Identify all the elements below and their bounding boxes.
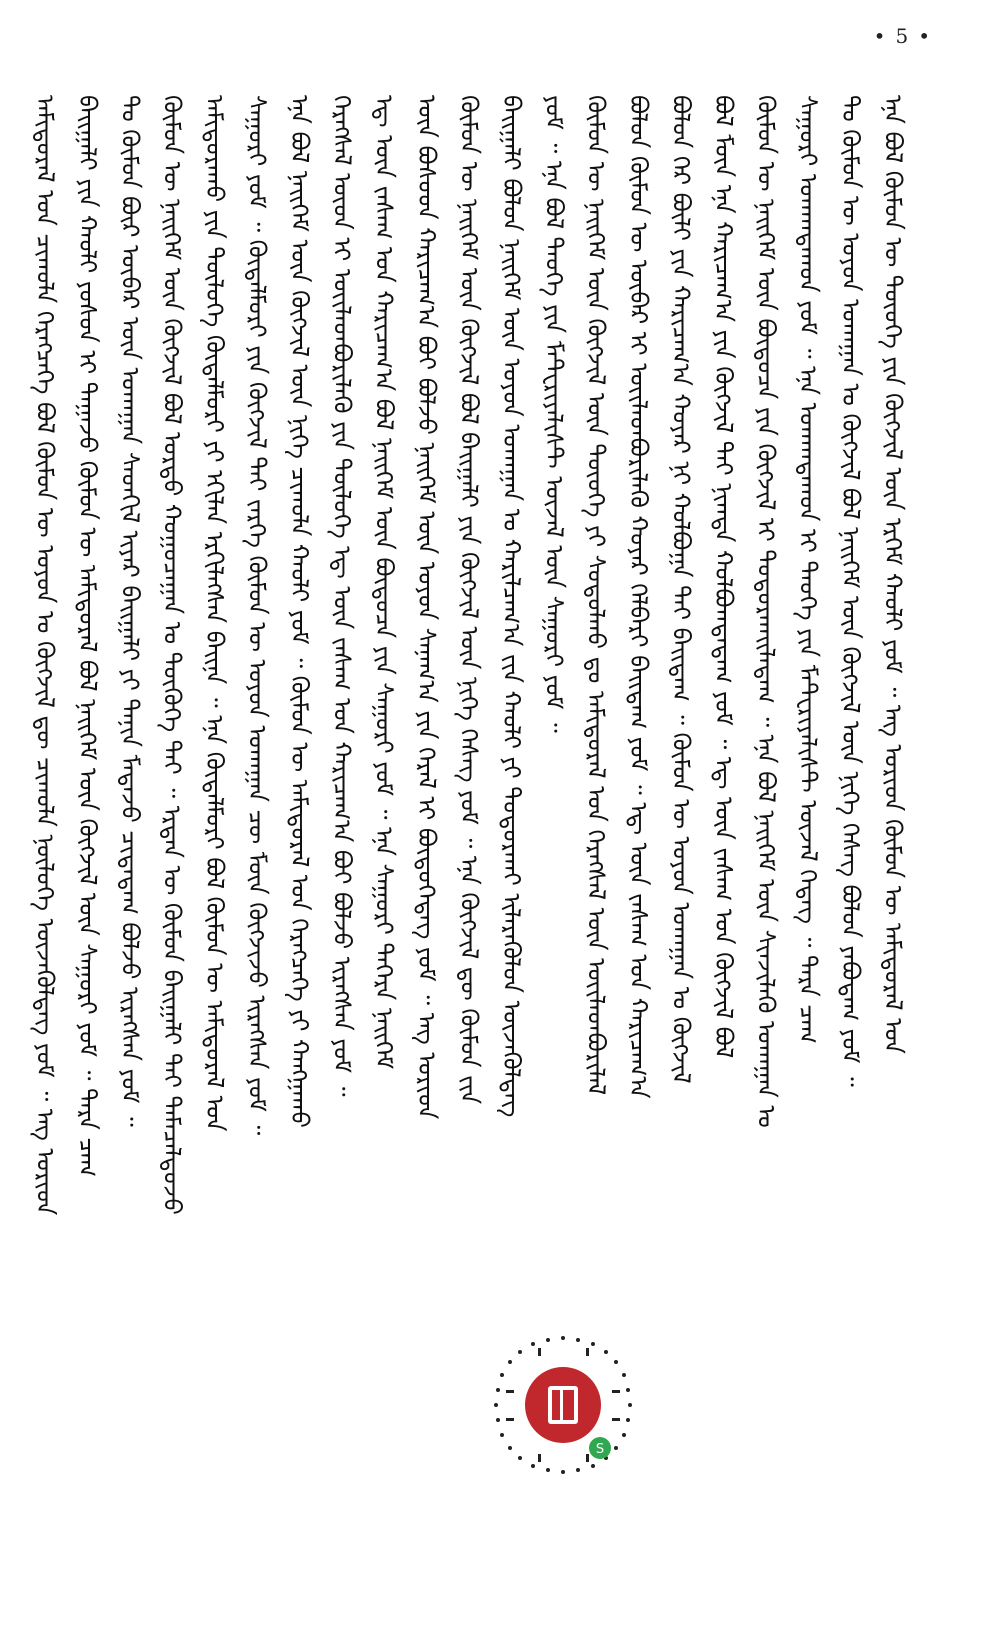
mini-program-qr-code[interactable] bbox=[478, 1330, 648, 1480]
text-column: ᠬᠦᠮᠦᠨ ᠦ ᠨᠡᠢᠭᠡᠮ ᠦᠨ ᠬᠥᠭᠵᠢᠯ ᠦᠨ ᠲᠦᠦᠬᠡ ᠶᠢ ᠰᠤᠳᠤᠯᠬᠤ ᠳᠤ ᠠᠮᠢᠳᠤᠷᠠᠯ ᠤᠨ ᠬᠡᠷᠡᠭᠰᠡᠯ ᠦᠨ ᠦᠢᠯᠡᠳᠪᠦᠷᠢᠯᠡᠯ bbox=[582, 95, 611, 1096]
svg-text:S: S bbox=[595, 1442, 605, 1457]
text-column: ᠬᠡᠷᠡᠭᠰᠡᠯ ᠦᠳ ᠢ ᠦᠢᠯᠡᠳᠪᠦᠷᠢᠯᠡᠬᠦ ᠶᠢᠨ ᠲᠥᠯᠥᠭᠡ ᠡᠳ᠋ ᠦᠨ ᠵᠠᠰᠠᠭ ᠤᠨ ᠬᠠᠷᠢᠴᠠᠭ᠎ᠠ ᠪᠣᠢ ᠪᠣᠯᠵᠤ ᠢᠷᠡᠭᠰᠡᠨ ᠶᠤᠮ ᠃ bbox=[327, 95, 356, 1097]
text-column: ᠰᠠᠭᠤᠷᠢ ᠤᠬᠠᠭᠳᠠᠬᠤᠨ ᠶᠤᠮ ᠃ ᠡᠨᠡ ᠤᠬᠠᠭᠳᠠᠬᠤᠨ ᠢ ᠲᠡᠦᠬᠡ ᠶᠢᠨ ᠮᠠᠲ᠋ᠧᠷᠢᠶᠠᠯᠢᠰᠲ ᠦᠵᠡᠯ ᠭᠡᠳᠡᠭ ᠃ ᠲᠡᠷᠡ ᠴᠠᠭ bbox=[794, 95, 823, 1044]
text-column: ᠪᠠᠢᠭᠠᠯᠢ ᠪᠣᠯᠤᠨ ᠨᠡᠢᠭᠡᠮ ᠦᠨ ᠣᠶᠤᠨ ᠤᠬᠠᠭᠠᠨ ᠤ ᠬᠠᠷᠢᠯᠴᠠᠭ᠎ᠠ ᠵᠢᠨ ᠬᠠᠤᠯᠢ ᠶᠢ ᠲᠣᠳᠤᠷᠬᠠᠢ ᠢᠯᠡᠷᠡᠬᠦᠯᠦᠨ ᠦᠵᠡᠭᠦᠯᠳᠡᠭ bbox=[497, 95, 526, 1118]
text-column: ᠡᠨᠡ ᠪᠣᠯ ᠬᠦᠮᠦᠨ ᠦ ᠲᠦᠦᠬᠡ ᠶᠢᠨ ᠬᠥᠭᠵᠢᠯ ᠦᠨ ᠡᠷᠬᠡᠮ ᠬᠠᠤᠯᠢ ᠶᠤᠮ ᠃ ᠡᠩ ᠤᠷᠢᠳ ᠬᠦᠮᠦᠨ ᠦ ᠠᠮᠢᠳᠤᠷᠠᠯ ᠤᠨ bbox=[879, 95, 907, 1054]
text-column: ᠬᠦᠮᠦᠨ ᠦ ᠨᠡᠢᠭᠡᠮ ᠦᠨ ᠪᠦᠲᠦᠴᠡ ᠶᠢᠨ ᠬᠥᠭᠵᠢᠯ ᠢ ᠲᠣᠳᠤᠷᠬᠠᠢᠯᠠᠳᠠᠭ ᠃ ᠡᠨᠡ ᠪᠣᠯ ᠨᠡᠢᠭᠡᠮ ᠦᠨ ᠰᠢᠨᠵᠢᠯᠡᠬᠦ ᠤᠬᠠᠭᠠᠨ ᠤ bbox=[751, 95, 780, 1128]
page-number-value: 5 bbox=[895, 24, 911, 48]
page-number-dot-left: • bbox=[873, 24, 888, 48]
text-column: ᠲᠤ ᠬᠦᠮᠦᠨ ᠪᠦᠷ ᠥᠪᠡᠷ ᠦᠨ ᠤᠬᠠᠭᠠᠨ ᠰᠡᠳᠬᠢᠯ ᠢᠶᠡᠷ ᠪᠠᠢᠭᠠᠯᠢ ᠶᠢ ᠲᠠᠨᠢᠨ ᠮᠡᠳᠡᠵᠦ ᠴᠢᠳᠠᠳᠠᠭ ᠪᠣᠯᠵᠤ ᠢᠷᠡᠭᠰᠡᠨ ᠶᠤᠮ ᠃ bbox=[115, 95, 144, 1127]
text-column: ᠪᠣᠯᠤᠨ ᠬᠦᠮᠦᠨ ᠦ ᠥᠪᠡᠷ ᠢ ᠦᠢᠯᠡᠳᠪᠦᠷᠢᠯᠡᠬᠦ ᠬᠣᠶᠠᠷ ᠬᠡᠯᠪᠡᠷᠢ ᠪᠠᠢᠳᠠᠭ ᠶᠤᠮ ᠃ ᠡᠳ᠋ ᠦᠨ ᠵᠠᠰᠠᠭ ᠤᠨ ᠬᠠᠷᠢᠴᠠᠭ᠎ᠠ bbox=[624, 95, 653, 1099]
text-column: ᠠᠮᠢᠳᠤᠷᠠᠯ ᠤᠨ ᠴᠢᠬᠤᠯᠠ ᠬᠡᠷᠡᠭᠴᠡᠭᠡ ᠪᠣᠯ ᠬᠦᠮᠦᠨ ᠦ ᠣᠶᠤᠨ ᠤ ᠬᠥᠭᠵᠢᠯ ᠳᠦ ᠴᠢᠬᠤᠯᠠ ᠨᠥᠯᠥᠭᠡ ᠦᠵᠡᠭᠦᠯᠳᠡᠭ ᠶᠤᠮ ᠃ ᠡᠩ ᠤᠷᠢᠳ bbox=[31, 95, 59, 1216]
text-column: ᠬᠦᠮᠦᠨ ᠦ ᠨᠡᠢᠭᠡᠮ ᠦᠨ ᠬᠥᠭᠵᠢᠯ ᠪᠣᠯ ᠪᠠᠢᠭᠠᠯᠢ ᠶᠢᠨ ᠬᠥᠭᠵᠢᠯ ᠦᠨ ᠨᠢᠭᠡ ᠬᠡᠰᠡᠭ ᠶᠤᠮ ᠃ ᠡᠨᠡ ᠬᠥᠭᠵᠢᠯ ᠳᠦ ᠬᠦᠮᠦᠨ ᠵᠢᠨ bbox=[455, 95, 483, 1105]
page-number-dot-right: • bbox=[918, 24, 932, 48]
text-column: ᠶᠤᠮ ᠃ ᠡᠨᠡ ᠪᠣᠯ ᠲᠡᠦᠬᠡ ᠶᠢᠨ ᠮᠠᠲ᠋ᠧᠷᠢᠶᠠᠯᠢᠰᠲ ᠦᠵᠡᠯ ᠦᠨ ᠰᠠᠭᠤᠷᠢ ᠶᠤᠮ ᠃ bbox=[539, 95, 568, 733]
page-number bbox=[866, 24, 940, 48]
text-column: ᠦᠨ ᠪᠤᠰᠤᠳ ᠬᠠᠷᠢᠴᠠᠭ᠎ᠠ ᠪᠣᠢ ᠪᠣᠯᠵᠤ ᠨᠡᠢᠭᠡᠮ ᠦᠨ ᠣᠶᠤᠨ ᠰᠠᠨᠠᠭ᠎ᠠ ᠶᠢᠨ ᠭᠡᠷᠡᠯ ᠢ ᠪᠦᠲᠦᠭᠡᠳᠡᠭ ᠶᠤᠮ ᠃ ᠡᠩ ᠤᠷᠢᠳ bbox=[412, 95, 441, 1120]
text-column: ᠰᠠᠭᠤᠷᠢ ᠶᠤᠮ ᠃ ᠬᠥᠳᠡᠯᠮᠦᠷᠢ ᠶᠢᠨ ᠬᠥᠭᠵᠢᠯ ᠲᠡᠢ ᠵᠡᠷᠭᠡ ᠬᠦᠮᠦᠨ ᠦ ᠣᠶᠤᠨ ᠤᠬᠠᠭᠠᠨ ᠴᠦ ᠮᠥᠨ ᠬᠥᠭᠵᠢᠵᠦ ᠢᠷᠡᠭᠰᠡᠨ ᠶᠤᠮ ᠃ bbox=[243, 95, 271, 1136]
text-column: ᠪᠣᠯᠤᠨ ᠭᠡᠷ ᠪᠦᠯᠢ ᠶᠢᠨ ᠬᠠᠷᠢᠴᠠᠭ᠎ᠠ ᠬᠣᠶᠠᠷ ᠨᠢ ᠬᠣᠯᠪᠣᠭᠠ ᠲᠠᠢ ᠪᠠᠢᠳᠠᠭ ᠃ ᠬᠦᠮᠦᠨ ᠦ ᠣᠶᠤᠨ ᠤᠬᠠᠭᠠᠨ ᠤ ᠬᠥᠭᠵᠢᠯ bbox=[667, 95, 695, 1084]
text-column: ᠬᠦᠮᠦᠨ ᠦ ᠨᠡᠢᠭᠡᠮ ᠦᠨ ᠬᠥᠭᠵᠢᠯ ᠪᠣᠯ ᠤᠷᠲᠤ ᠬᠤᠭᠤᠴᠠᠭᠠᠨ ᠤ ᠲᠦᠭᠦᠬᠡ ᠲᠠᠢ ᠃ ᠡᠷᠲᠡᠨ ᠦ ᠬᠦᠮᠦᠨ ᠪᠠᠢᠭᠠᠯᠢ ᠲᠠᠢ ᠲᠡᠮᠡᠴᠡᠯᠳᠦᠵᠦ bbox=[158, 95, 187, 1215]
text-column: ᠲᠤ ᠬᠦᠮᠦᠨ ᠦ ᠣᠶᠤᠨ ᠤᠬᠠᠭᠠᠨ ᠤ ᠬᠥᠭᠵᠢᠯ ᠪᠣᠯ ᠨᠡᠢᠭᠡᠮ ᠦᠨ ᠬᠥᠭᠵᠢᠯ ᠦᠨ ᠨᠢᠭᠡ ᠬᠡᠰᠡᠭ ᠪᠣᠯᠤᠨ ᠶᠠᠪᠤᠳᠠᠭ ᠶᠤᠮ ᠃ bbox=[836, 95, 865, 1087]
text-column: ᠠᠮᠢᠳᠤᠷᠠᠬᠤ ᠶᠢᠨ ᠲᠥᠯᠥᠭᠡ ᠬᠥᠳᠡᠯᠮᠦᠷᠢ ᠶᠢ ᠡᠬᠢᠯᠡᠨ ᠡᠷᠬᠢᠯᠡᠭᠰᠡᠨ ᠪᠠᠢᠨᠠ ᠃ ᠡᠨᠡ ᠬᠥᠳᠡᠯᠮᠦᠷᠢ ᠪᠣᠯ ᠬᠦᠮᠦᠨ ᠦ ᠠᠮᠢᠳᠤᠷᠠᠯ ᠤᠨ bbox=[200, 95, 229, 1132]
text-column: ᠪᠠᠢᠭᠠᠯᠢ ᠶᠢᠨ ᠬᠠᠤᠯᠢ ᠶᠣᠰᠣᠨ ᠢ ᠳᠠᠭᠠᠵᠤ ᠬᠦᠮᠦᠨ ᠦ ᠠᠮᠢᠳᠤᠷᠠᠯ ᠪᠣᠯ ᠨᠡᠢᠭᠡᠮ ᠦᠨ ᠬᠥᠭᠵᠢᠯ ᠦᠨ ᠰᠠᠭᠤᠷᠢ ᠶᠤᠮ ᠃ ᠲᠡᠷᠡ ᠴᠠᠭ bbox=[73, 95, 102, 1177]
text-column: ᠡᠳ᠋ ᠦᠨ ᠵᠠᠰᠠᠭ ᠤᠨ ᠬᠠᠷᠢᠴᠠᠭ᠎ᠠ ᠪᠣᠯ ᠨᠡᠢᠭᠡᠮ ᠦᠨ ᠪᠦᠲᠦᠴᠡ ᠶᠢᠨ ᠰᠠᠭᠤᠷᠢ ᠶᠤᠮ ᠃ ᠡᠨᠡ ᠰᠠᠭᠤᠷᠢ ᠲᠡᠭᠡᠷᠡ ᠨᠡᠢᠭᠡᠮ bbox=[370, 95, 399, 1070]
text-column: ᠪᠣᠯ ᠮᠥᠨ ᠡᠨᠡ ᠬᠠᠷᠢᠴᠠᠭ᠎ᠠ ᠶᠢᠨ ᠬᠥᠭᠵᠢᠯ ᠲᠡᠢ ᠨᠢᠭᠲᠠ ᠬᠣᠯᠪᠣᠭᠳᠠᠳᠠᠭ ᠶᠤᠮ ᠃ ᠡᠳ᠋ ᠦᠨ ᠵᠠᠰᠠᠭ ᠤᠨ ᠬᠥᠭᠵᠢᠯ ᠪᠣᠯ bbox=[709, 95, 738, 1059]
text-column: ᠡᠨᠡ ᠪᠣᠯ ᠨᠡᠢᠭᠡᠮ ᠦᠨ ᠬᠥᠭᠵᠢᠯ ᠦᠨ ᠨᠢᠭᠡ ᠴᠢᠬᠤᠯᠠ ᠬᠠᠤᠯᠢ ᠶᠤᠮ ᠃ ᠬᠦᠮᠦᠨ ᠦ ᠠᠮᠢᠳᠤᠷᠠᠯ ᠤᠨ ᠬᠡᠷᠡᠭᠴᠡᠭᠡ ᠶᠢ ᠬᠠᠩᠭᠠᠬᠤ bbox=[285, 95, 314, 1128]
